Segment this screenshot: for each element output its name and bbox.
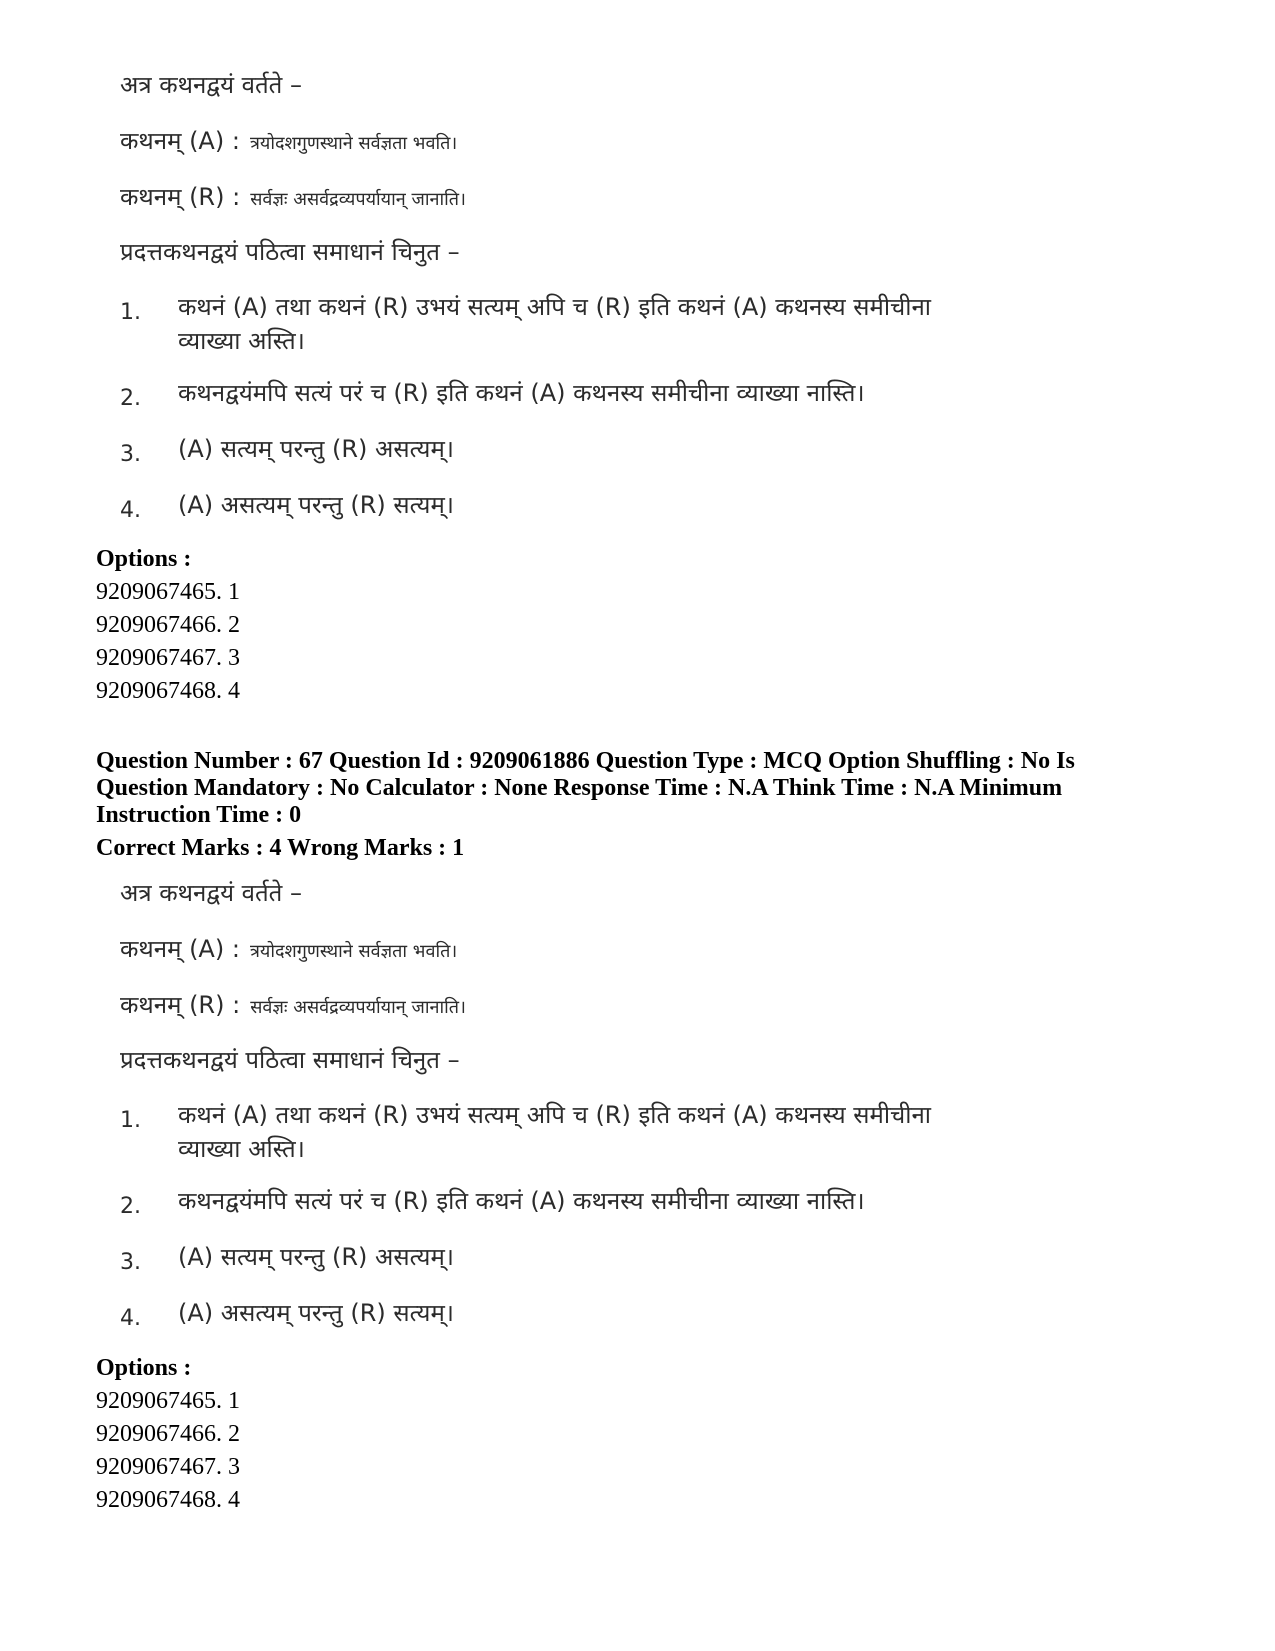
choice-number: 4. [120, 498, 141, 523]
choice-number: 2. [120, 386, 141, 411]
choice-text: (A) सत्यम् परन्तु (R) असत्यम्। [178, 1243, 454, 1271]
option-item: 9209067468. 4 [96, 678, 240, 704]
statement-a-label: कथनम् (A) : [120, 935, 240, 963]
statement-r-label: कथनम् (R) : [120, 991, 241, 1019]
option-item: 9209067466. 2 [96, 1421, 240, 1447]
statement-r [120, 182, 466, 215]
statement-a-text: त्रयोदशगुणस्थाने सर्वज्ञता भवति। [249, 133, 458, 154]
choice-text: कथनद्वयंमपि सत्यं परं च (R) इति कथनं (A) कथनस्य समीचीना व्याख्या नास्ति। [178, 379, 865, 407]
option-item: 9209067465. 1 [96, 579, 240, 605]
statement-a [120, 934, 457, 967]
choice-text: (A) असत्यम् परन्तु (R) सत्यम्। [178, 1299, 454, 1327]
meta-line-3: Instruction Time : 0 [96, 802, 302, 828]
instruction-text: प्रदत्तकथनद्वयं पठित्वा समाधानं चिनुत – [120, 1046, 460, 1074]
choice-number: 4. [120, 1306, 141, 1331]
meta-line-1: Question Number : 67 Question Id : 9209061886 Question Type : MCQ Option Shuffling : No Is [96, 748, 1075, 774]
option-item: 9209067467. 3 [96, 645, 240, 671]
choice-text: कथनं (A) तथा कथनं (R) उभयं सत्यम् अपि च (R) इति कथनं (A) कथनस्य समीचीना व्याख्या अस्ति। [178, 1101, 932, 1163]
options-list-2 [96, 1352, 240, 1517]
choice-number: 3. [120, 442, 141, 467]
options-header: Options : [96, 1355, 192, 1381]
choice-text: (A) सत्यम् परन्तु (R) असत्यम्। [178, 435, 454, 463]
intro-text: अत्र कथनद्वयं वर्तते – [120, 71, 302, 99]
choice-number: 1. [120, 300, 141, 325]
choice-text: कथनद्वयंमपि सत्यं परं च (R) इति कथनं (A) कथनस्य समीचीना व्याख्या नास्ति। [178, 1187, 865, 1215]
choice-1 [120, 1101, 1000, 1174]
intro-text: अत्र कथनद्वयं वर्तते – [120, 879, 302, 907]
option-item: 9209067468. 4 [96, 1487, 240, 1513]
meta-line-2: Question Mandatory : No Calculator : None Response Time : N.A Think Time : N.A Minimum [96, 775, 1063, 801]
option-item: 9209067466. 2 [96, 612, 240, 638]
choice-text: कथनं (A) तथा कथनं (R) उभयं सत्यम् अपि च (R) इति कथनं (A) कथनस्य समीचीना व्याख्या अस्ति। [178, 293, 932, 355]
statement-a [120, 126, 457, 159]
option-item: 9209067465. 1 [96, 1388, 240, 1414]
choice-1 [120, 293, 1000, 366]
choice-number: 3. [120, 1250, 141, 1275]
instruction-text: प्रदत्तकथनद्वयं पठित्वा समाधानं चिनुत – [120, 238, 460, 266]
choice-text: (A) असत्यम् परन्तु (R) सत्यम्। [178, 491, 454, 519]
question-image-2 [96, 810, 996, 1350]
statement-a-text: त्रयोदशगुणस्थाने सर्वज्ञता भवति। [249, 941, 458, 962]
statement-r-text: सर्वज्ञः असर्वद्रव्यपर्यायान् जानाति। [250, 189, 466, 210]
statement-a-label: कथनम् (A) : [120, 127, 240, 155]
statement-r [120, 990, 466, 1023]
marks-line: Correct Marks : 4 Wrong Marks : 1 [96, 835, 465, 861]
option-item: 9209067467. 3 [96, 1454, 240, 1480]
choice-number: 1. [120, 1108, 141, 1133]
choice-number: 2. [120, 1194, 141, 1219]
statement-r-label: कथनम् (R) : [120, 183, 241, 211]
question-image-1 [96, 0, 996, 560]
options-list-1 [96, 543, 240, 708]
options-header: Options : [96, 546, 192, 572]
statement-r-text: सर्वज्ञः असर्वद्रव्यपर्यायान् जानाति। [250, 997, 466, 1018]
